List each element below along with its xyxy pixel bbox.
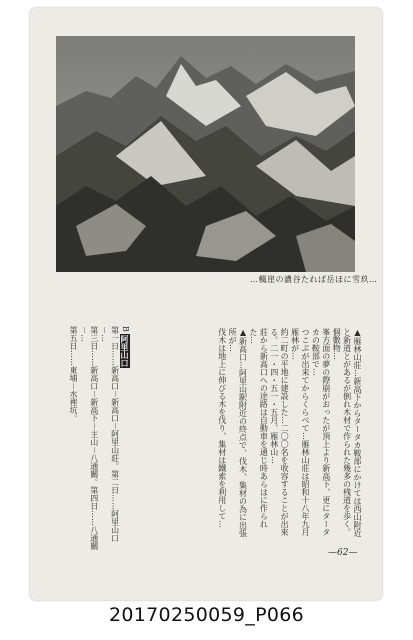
scanned-page [30,8,382,600]
photo-caption: …楓崖の濃谷たれば岳ほに雪玖… [250,275,378,284]
page-number: —62— [328,548,358,558]
paragraph: ▲新高口…阿里山駅附近の終点で、伐木、集材の為に出張所が… [228,328,248,537]
paragraph: 約二町の平地に建設した…二〇〇名を收容することが出來る。二一・四・五一・五月、雁林山… [269,328,290,536]
mountain-photo-image [56,36,355,272]
route-section [68,326,130,551]
route-line: 第一日……新高口－新高口－阿里山莊。第二日……阿里山口－… [100,326,120,542]
route-line: 第三日……新高口－新高下－主山－八通關。第四日……八通關－… [79,326,99,550]
route-badge: 阿里山口 [120,335,130,368]
paragraph: 伐木は地上に伸びる木を伐り、集材は鐵索を利用して… [217,328,227,528]
archive-id-label: 20170250059_P066 [109,604,304,626]
paragraph: 峯方面の夢の際崩がおったが頂上より新高下、更にタータカの鞍部で… [311,328,331,536]
route-line: 第五日……東埔－水裡坑。 [68,326,78,422]
paragraph: ▲雁林山莊…新高下からタータカ鞍部にかけては西山附近と新道とがあるが倒れ木材で作られた幾多の桟道を歩く。個數物… [332,328,362,537]
paragraph: つこぶが出来てからくらべて…雁林山莊は昭和十八年九月雁林が… [290,328,310,536]
route-label: B [121,326,130,332]
mountain-photo [56,36,355,272]
paragraph: 莊から新高口への途路は自動車を通じ時あらはに作られた… [248,328,269,528]
